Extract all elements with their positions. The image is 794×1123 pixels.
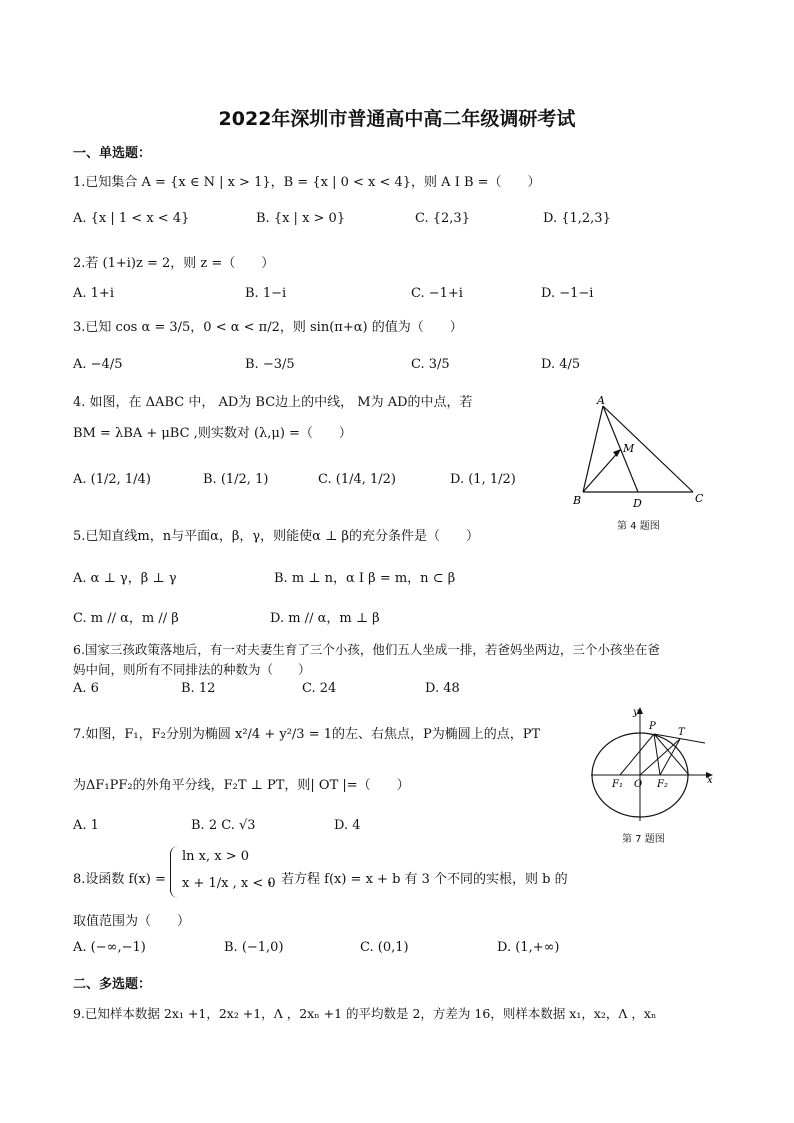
label-m: M	[623, 442, 635, 455]
q8-option-d: D. (1,+∞)	[497, 940, 560, 955]
q8-option-a: A. (−∞,−1)	[73, 940, 146, 955]
label-a: A	[597, 394, 605, 407]
q8-suffix: ，若方程 f(x) = x + b 有 3 个不同的实根，则 b 的	[268, 872, 568, 887]
q1-option-b: B. {x | x > 0}	[256, 211, 346, 226]
q1-option-c: C. {2,3}	[415, 211, 470, 226]
q3-option-c: C. 3/5	[411, 357, 450, 372]
q6-stem-line1: 6.国家三孩政策落地后，有一对夫妻生育了三个小孩，他们五人坐成一排，若爸妈坐两边，三个小孩坐在爸	[73, 642, 660, 657]
label-f1: F₁	[612, 779, 623, 790]
q6-stem-line2: 妈中间，则所有不同排法的种数为（ ）	[73, 662, 311, 677]
q5-option-c: C. m // α，m // β	[73, 611, 179, 626]
label-f2: F₂	[657, 779, 668, 790]
q3-option-b: B. −3/5	[245, 357, 295, 372]
q4-stem-line2: BM = λBA + μBC ,则实数对 (λ,μ) =（ ）	[73, 426, 352, 441]
section-single-choice: 一、单选题：	[73, 146, 152, 161]
q6-option-d: D. 48	[425, 681, 460, 696]
q5-option-d: D. m // α，m ⊥ β	[270, 611, 380, 626]
q3-stem: 3.已知 cos α = 3/5，0 < α < π/2，则 sin(π+α) 的值为（ ）	[73, 320, 463, 335]
label-y: y	[633, 707, 639, 718]
q4-option-c: C. (1/4, 1/2)	[318, 472, 396, 487]
q7-stem-line1: 7.如图，F₁，F₂分别为椭圆 x²/4 + y²/3 = 1的左、右焦点，P为椭圆上的点，PT	[73, 727, 541, 742]
q2-option-b: B. 1−i	[245, 286, 287, 301]
label-p: P	[649, 721, 656, 732]
q9-stem: 9.已知样本数据 2x₁ +1，2x₂ +1，Λ ，2xₙ +1 的平均数是 2，方差为 16，则样本数据 x₁，x₂，Λ ，xₙ	[73, 1006, 657, 1021]
q1-option-a: A. {x | 1 < x < 4}	[73, 211, 190, 226]
label-b: B	[573, 494, 582, 507]
q7-option-a: A. 1	[73, 818, 99, 833]
label-o: O	[634, 779, 643, 790]
q8-option-b: B. (−1,0)	[224, 940, 284, 955]
section-multi-choice: 二、多选题：	[73, 977, 152, 992]
q5-stem: 5.已知直线m，n与平面α，β，γ，则能使α ⊥ β的充分条件是（ ）	[73, 529, 479, 544]
q8-brace	[170, 846, 179, 898]
exam-title: 2022年深圳市普通高中高二年级调研考试	[218, 108, 576, 130]
q4-figure-caption: 第 4 题图	[617, 521, 660, 532]
q3-option-a: A. −4/5	[73, 357, 123, 372]
q6-option-a: A. 6	[73, 681, 99, 696]
label-x: x	[707, 775, 713, 786]
q6-option-b: B. 12	[181, 681, 216, 696]
q4-option-d: D. (1, 1/2)	[450, 472, 516, 487]
q8-prefix: 8.设函数 f(x) =	[73, 872, 166, 887]
q2-stem: 2.若 (1+i)z = 2，则 z =（ ）	[73, 256, 275, 271]
q7-option-bc: B. 2 C. √3	[191, 818, 256, 833]
label-t: T	[678, 727, 685, 738]
q8-case-2: x + 1/x , x < 0	[182, 876, 276, 891]
q7-option-d: D. 4	[334, 818, 361, 833]
q2-option-c: C. −1+i	[411, 286, 463, 301]
q8-option-c: C. (0,1)	[360, 940, 409, 955]
q7-figure-caption: 第 7 题图	[622, 834, 665, 845]
q1-option-d: D. {1,2,3}	[543, 211, 611, 226]
label-d: D	[633, 497, 642, 510]
q8-case-1: ln x, x > 0	[182, 849, 250, 864]
q5-option-a: A. α ⊥ γ，β ⊥ γ	[73, 571, 177, 586]
q5-option-b: B. m ⊥ n，α I β = m，n ⊂ β	[274, 571, 456, 586]
q4-option-b: B. (1/2, 1)	[203, 472, 269, 487]
q2-option-a: A. 1+i	[73, 286, 114, 301]
label-c: C	[695, 492, 704, 505]
q6-option-c: C. 24	[302, 681, 337, 696]
q7-stem-line2: 为ΔF₁PF₂的外角平分线，F₂T ⊥ PT，则| OT |=（ ）	[73, 778, 410, 793]
q1-stem: 1.已知集合 A = {x ∈ N | x > 1}，B = {x | 0 < x < 4}，则 A I B =（ ）	[73, 175, 541, 190]
q8-stem-line2: 取值范围为（ ）	[73, 914, 191, 929]
q3-option-d: D. 4/5	[541, 357, 581, 372]
q4-stem-line1: 4. 如图，在 ΔABC 中， AD为 BC边上的中线， M为 AD的中点，若	[73, 395, 473, 410]
ellipse-figure	[585, 703, 720, 828]
q4-option-a: A. (1/2, 1/4)	[73, 472, 151, 487]
triangle-figure	[565, 392, 715, 512]
q2-option-d: D. −1−i	[541, 286, 594, 301]
